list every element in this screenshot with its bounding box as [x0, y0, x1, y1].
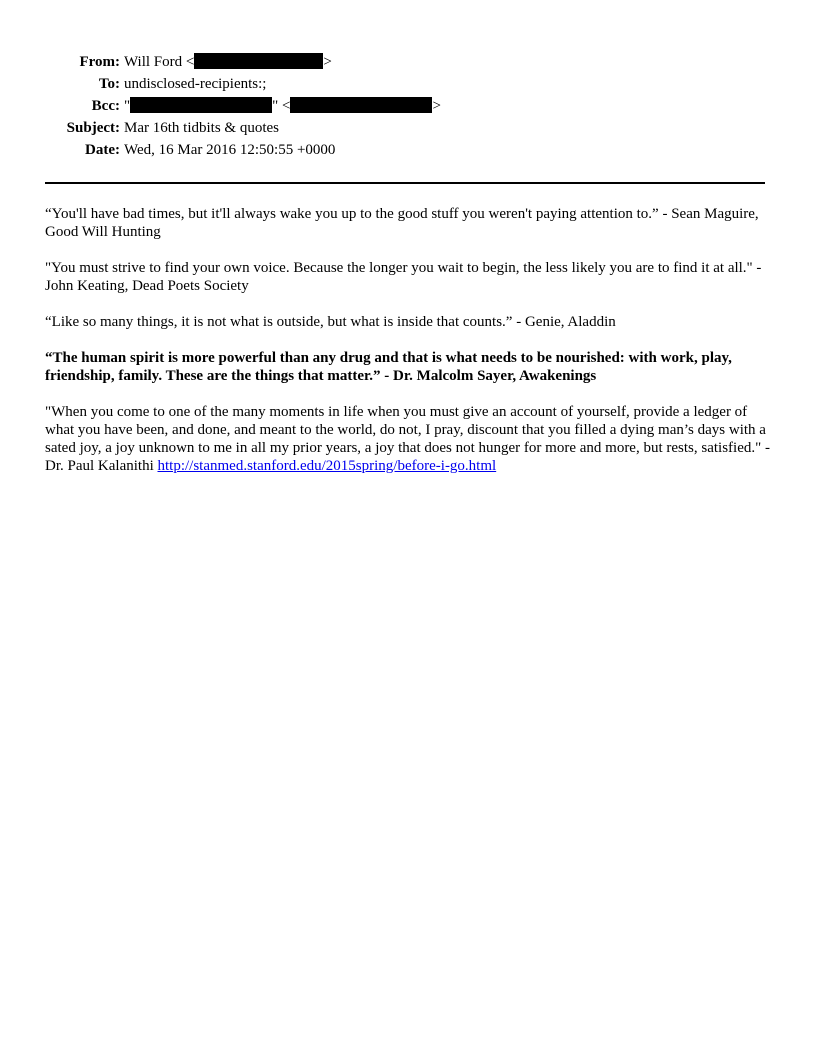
quote-kalanithi [45, 403, 775, 475]
quote-awakenings: “The human spirit is more powerful than any drug and that is what needs to be nourished: with work, play, friendship, family. These are the things that matter.” - Dr. Malcolm Sayer, Awakenings [45, 350, 732, 384]
from-close-bracket: > [323, 54, 332, 70]
subject-row [0, 119, 816, 141]
bcc-open-quote: " [124, 98, 131, 114]
redacted-bcc-email [290, 97, 432, 113]
bcc-row [0, 97, 816, 119]
quote-good-will-hunting: “You'll have bad times, but it'll always wake you up to the good stuff you weren't paying attention to.” - Sean Maguire, Good Will Hunting [45, 206, 759, 240]
from-label: From: [79, 54, 120, 70]
bcc-label: Bcc: [91, 98, 120, 114]
to-value: undisclosed-recipients:; [124, 76, 267, 92]
date-label: Date: [85, 142, 120, 158]
from-value [124, 53, 332, 71]
from-row [0, 53, 816, 75]
quote-dead-poets-society: "You must strive to find your own voice. Because the longer you wait to begin, the less likely you are to find it at all." - John Keating, Dead Poets Society [45, 260, 762, 294]
to-row [0, 75, 816, 97]
to-label: To: [98, 76, 120, 92]
quote-kalanithi-text: "When you come to one of the many moments in life when you must give an account of yourself, provide a ledger of what you have been, and done, and meant to the world, do not, I pray, discount that you filled a dying man’s days with a sated joy, a joy unknown to me in all my prior years, a joy that does not hunger for more and more, but rests, satisfied." - Dr. Paul Kalanithi [45, 404, 770, 474]
bcc-value [124, 97, 441, 115]
bcc-separator: " < [272, 98, 291, 114]
email-header [0, 53, 816, 163]
redacted-sender-email [194, 53, 323, 69]
bcc-close-bracket: > [432, 98, 441, 114]
date-value: Wed, 16 Mar 2016 12:50:55 +0000 [124, 142, 336, 158]
article-link[interactable]: http://stanmed.stanford.edu/2015spring/before-i-go.html [157, 458, 497, 474]
sender-name: Will Ford [124, 54, 183, 70]
email-body [45, 205, 775, 493]
subject-value: Mar 16th tidbits & quotes [124, 120, 279, 136]
quote-aladdin: “Like so many things, it is not what is outside, but what is inside that counts.” - Genie, Aladdin [45, 314, 616, 330]
from-open-bracket: < [185, 54, 195, 70]
subject-label: Subject: [66, 120, 120, 136]
redacted-bcc-name [130, 97, 272, 113]
header-divider [45, 182, 765, 184]
date-row [0, 141, 816, 163]
